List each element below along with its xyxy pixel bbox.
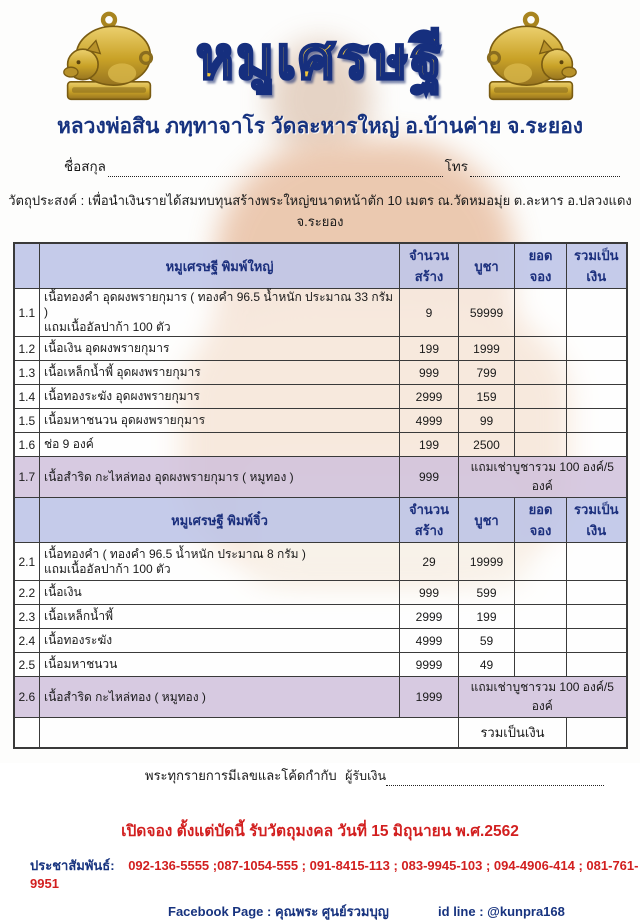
item-desc-line1: เนื้อสำริด กะไหล่ทอง อุดผงพรายกุมาร ( หมูทอง ) [44,469,294,484]
amount-cell [567,581,627,605]
item-desc-line1: เนื้อเงิน อุดผงพรายกุมาร [44,341,170,355]
code-note: พระทุกรายการมีเลขและโค้ดกำกับ [145,767,337,783]
item-price: 159 [459,385,515,409]
reserve-cell [515,361,567,385]
pr-label: ประชาสัมพันธ์: [30,857,115,873]
table-row [14,543,627,581]
bonus-note: แถมเช่าบูชารวม 100 องค์/5 องค์ [459,677,627,718]
section-header-blank [14,498,40,543]
receiver-line [345,766,604,786]
column-header-qty: จำนวนสร้าง [400,243,459,289]
item-id: 2.5 [14,653,40,677]
item-desc-line1: เนื้อทองคำ อุดผงพรายกุมาร ( ทองคำ 96.5 น้ำหนัก ประมาณ 33 กรัม ) [44,290,393,319]
item-desc [40,677,400,718]
item-id: 1.5 [14,409,40,433]
column-header-price: บูชา [459,498,515,543]
grand-total-amount-cell [567,718,627,748]
phone-label: โทร [444,159,468,174]
amount-cell [567,605,627,629]
table-row [14,433,627,457]
item-id: 1.6 [14,433,40,457]
item-desc [40,337,400,361]
item-id: 2.1 [14,543,40,581]
table-row [14,289,627,337]
amount-cell [567,337,627,361]
column-header-total: รวมเป็นเงิน [567,498,627,543]
item-desc-line1: เนื้อเหล็กน้ำพี้ [44,609,113,623]
item-price: 1999 [459,337,515,361]
item-desc-line1: เนื้อทองระฆัง [44,633,113,647]
table-row [14,605,627,629]
line-id-value: @kunpra168 [487,903,565,919]
column-header-total: รวมเป็นเงิน [567,243,627,289]
amount-cell [567,361,627,385]
pig-amulet-icon [472,10,590,108]
item-price: 19999 [459,543,515,581]
receiver-fill-line [386,771,604,786]
amount-cell [567,385,627,409]
reserve-cell [515,385,567,409]
item-desc-line1: ช่อ 9 องค์ [44,437,94,451]
item-desc [40,409,400,433]
item-id: 2.3 [14,605,40,629]
item-qty: 2999 [400,605,459,629]
column-header-reserve: ยอดจอง [515,498,567,543]
section-title: หมูเศรษฐี พิมพ์จิ๋ว [40,498,400,543]
item-price: 199 [459,605,515,629]
item-desc [40,433,400,457]
item-desc [40,289,400,337]
table-row [14,653,627,677]
table-row [14,629,627,653]
bonus-note: แถมเช่าบูชารวม 100 องค์/5 องค์ [459,457,627,498]
reserve-cell [515,605,567,629]
reserve-cell [515,653,567,677]
section-header-row [14,498,627,543]
amount-cell [567,543,627,581]
item-desc [40,457,400,498]
item-desc-line1: เนื้อทองระฆัง อุดผงพรายกุมาร [44,389,200,403]
temple-subtitle: หลวงพ่อสิน ภทฺทาจาโร วัดละหารใหญ่ อ.บ้านค่าย จ.ระยอง [56,115,584,138]
table-row [14,581,627,605]
phone-fill-line [470,162,620,177]
item-id: 2.6 [14,677,40,718]
item-desc [40,629,400,653]
facebook-page-name: คุณพระ ศูนย์รวมบุญ [274,903,389,919]
reserve-cell [515,629,567,653]
amount-cell [567,629,627,653]
pr-phones-line [30,855,640,891]
item-id: 1.1 [14,289,40,337]
facebook-label: Facebook Page : [168,903,272,919]
item-desc-line2: แถมเนื้ออัลปาก้า 100 ตัว [44,320,171,334]
total-row-id-blank [14,718,40,748]
reserve-cell [515,433,567,457]
order-table [13,242,628,749]
item-qty: 999 [400,581,459,605]
grand-total-label: รวมเป็นเงิน [459,718,567,748]
purpose-line: วัตถุประสงค์ : เพื่อนำเงินรายได้สมทบทุนสร้างพระใหญ่ขนาดหน้าตัก 10 เมตร ณ.วัดหมอมุ่ย ต.ละหาร อ.ปลวงแดง จ.ระยอง [8,193,632,229]
receiver-label: ผู้รับเงิน [345,768,386,783]
item-price: 49 [459,653,515,677]
section-header-blank [14,243,40,289]
amount-cell [567,433,627,457]
item-id: 2.4 [14,629,40,653]
reserve-cell [515,543,567,581]
item-price: 599 [459,581,515,605]
item-desc [40,543,400,581]
table-row [14,457,627,498]
table-row [14,361,627,385]
header [0,0,640,108]
item-desc-line2: แถมเนื้ออัลปาก้า 100 ตัว [44,561,171,576]
item-desc-line1: เนื้อเงิน [44,585,82,599]
amount-cell [567,289,627,337]
pr-phone-numbers: 092-136-5555 ;087-1054-555 ; 091-8415-113 ; 083-9945-103 ; 094-4906-414 ; 081-761-9951 [30,857,639,891]
item-qty: 1999 [400,677,459,718]
item-qty: 999 [400,361,459,385]
item-desc [40,605,400,629]
item-price: 59 [459,629,515,653]
table-row [14,337,627,361]
item-qty: 4999 [400,409,459,433]
item-price: 799 [459,361,515,385]
item-desc-line1: เนื้อมหาชนวน [44,657,118,671]
item-price: 59999 [459,289,515,337]
amount-cell [567,653,627,677]
item-id: 1.7 [14,457,40,498]
social-line [168,901,640,922]
item-price: 2500 [459,433,515,457]
item-id: 1.3 [14,361,40,385]
amount-cell [567,409,627,433]
item-desc [40,581,400,605]
item-desc [40,385,400,409]
name-label: ชื่อสกุล [64,159,106,174]
section-header-row [14,243,627,289]
item-qty: 999 [400,457,459,498]
reserve-cell [515,409,567,433]
item-desc-line1: เนื้อมหาชนวน อุดผงพรายกุมาร [44,413,206,427]
item-price: 99 [459,409,515,433]
item-desc-line1: เนื้อสำริด กะไหล่ทอง ( หมูทอง ) [44,689,206,704]
order-table-body [14,243,627,748]
item-desc-line1: เนื้อเหล็กน้ำพี้ อุดผงพรายกุมาร [44,365,201,379]
booking-open-line: เปิดจอง ตั้งแต่บัดนี้ รับวัตถุมงคล วันที่ 15 มิถุนายน พ.ศ.2562 [121,822,519,840]
item-desc [40,361,400,385]
pig-amulet-icon [50,10,168,108]
page-title: หมูเศรษฐี [195,25,445,91]
column-header-reserve: ยอดจอง [515,243,567,289]
column-header-qty: จำนวนสร้าง [400,498,459,543]
item-id: 1.2 [14,337,40,361]
reserve-cell [515,289,567,337]
item-id: 1.4 [14,385,40,409]
reserve-cell [515,581,567,605]
footer-note-line [145,765,604,786]
section-title: หมูเศรษฐี พิมพ์ใหญ่ [40,243,400,289]
item-qty: 9 [400,289,459,337]
column-header-price: บูชา [459,243,515,289]
line-id-label: id line : [438,903,484,919]
total-row-blank [40,718,459,748]
reserve-cell [515,337,567,361]
table-row [14,677,627,718]
name-phone-line [64,155,620,177]
item-qty: 29 [400,543,459,581]
item-id: 2.2 [14,581,40,605]
item-desc-line1: เนื้อทองคำ ( ทองคำ 96.5 น้ำหนัก ประมาณ 8 กรัม ) [44,546,306,561]
item-qty: 2999 [400,385,459,409]
item-qty: 199 [400,337,459,361]
item-desc [40,653,400,677]
name-fill-line [108,162,443,177]
item-qty: 4999 [400,629,459,653]
grand-total-row [14,718,627,748]
item-qty: 9999 [400,653,459,677]
table-row [14,385,627,409]
table-row [14,409,627,433]
item-qty: 199 [400,433,459,457]
